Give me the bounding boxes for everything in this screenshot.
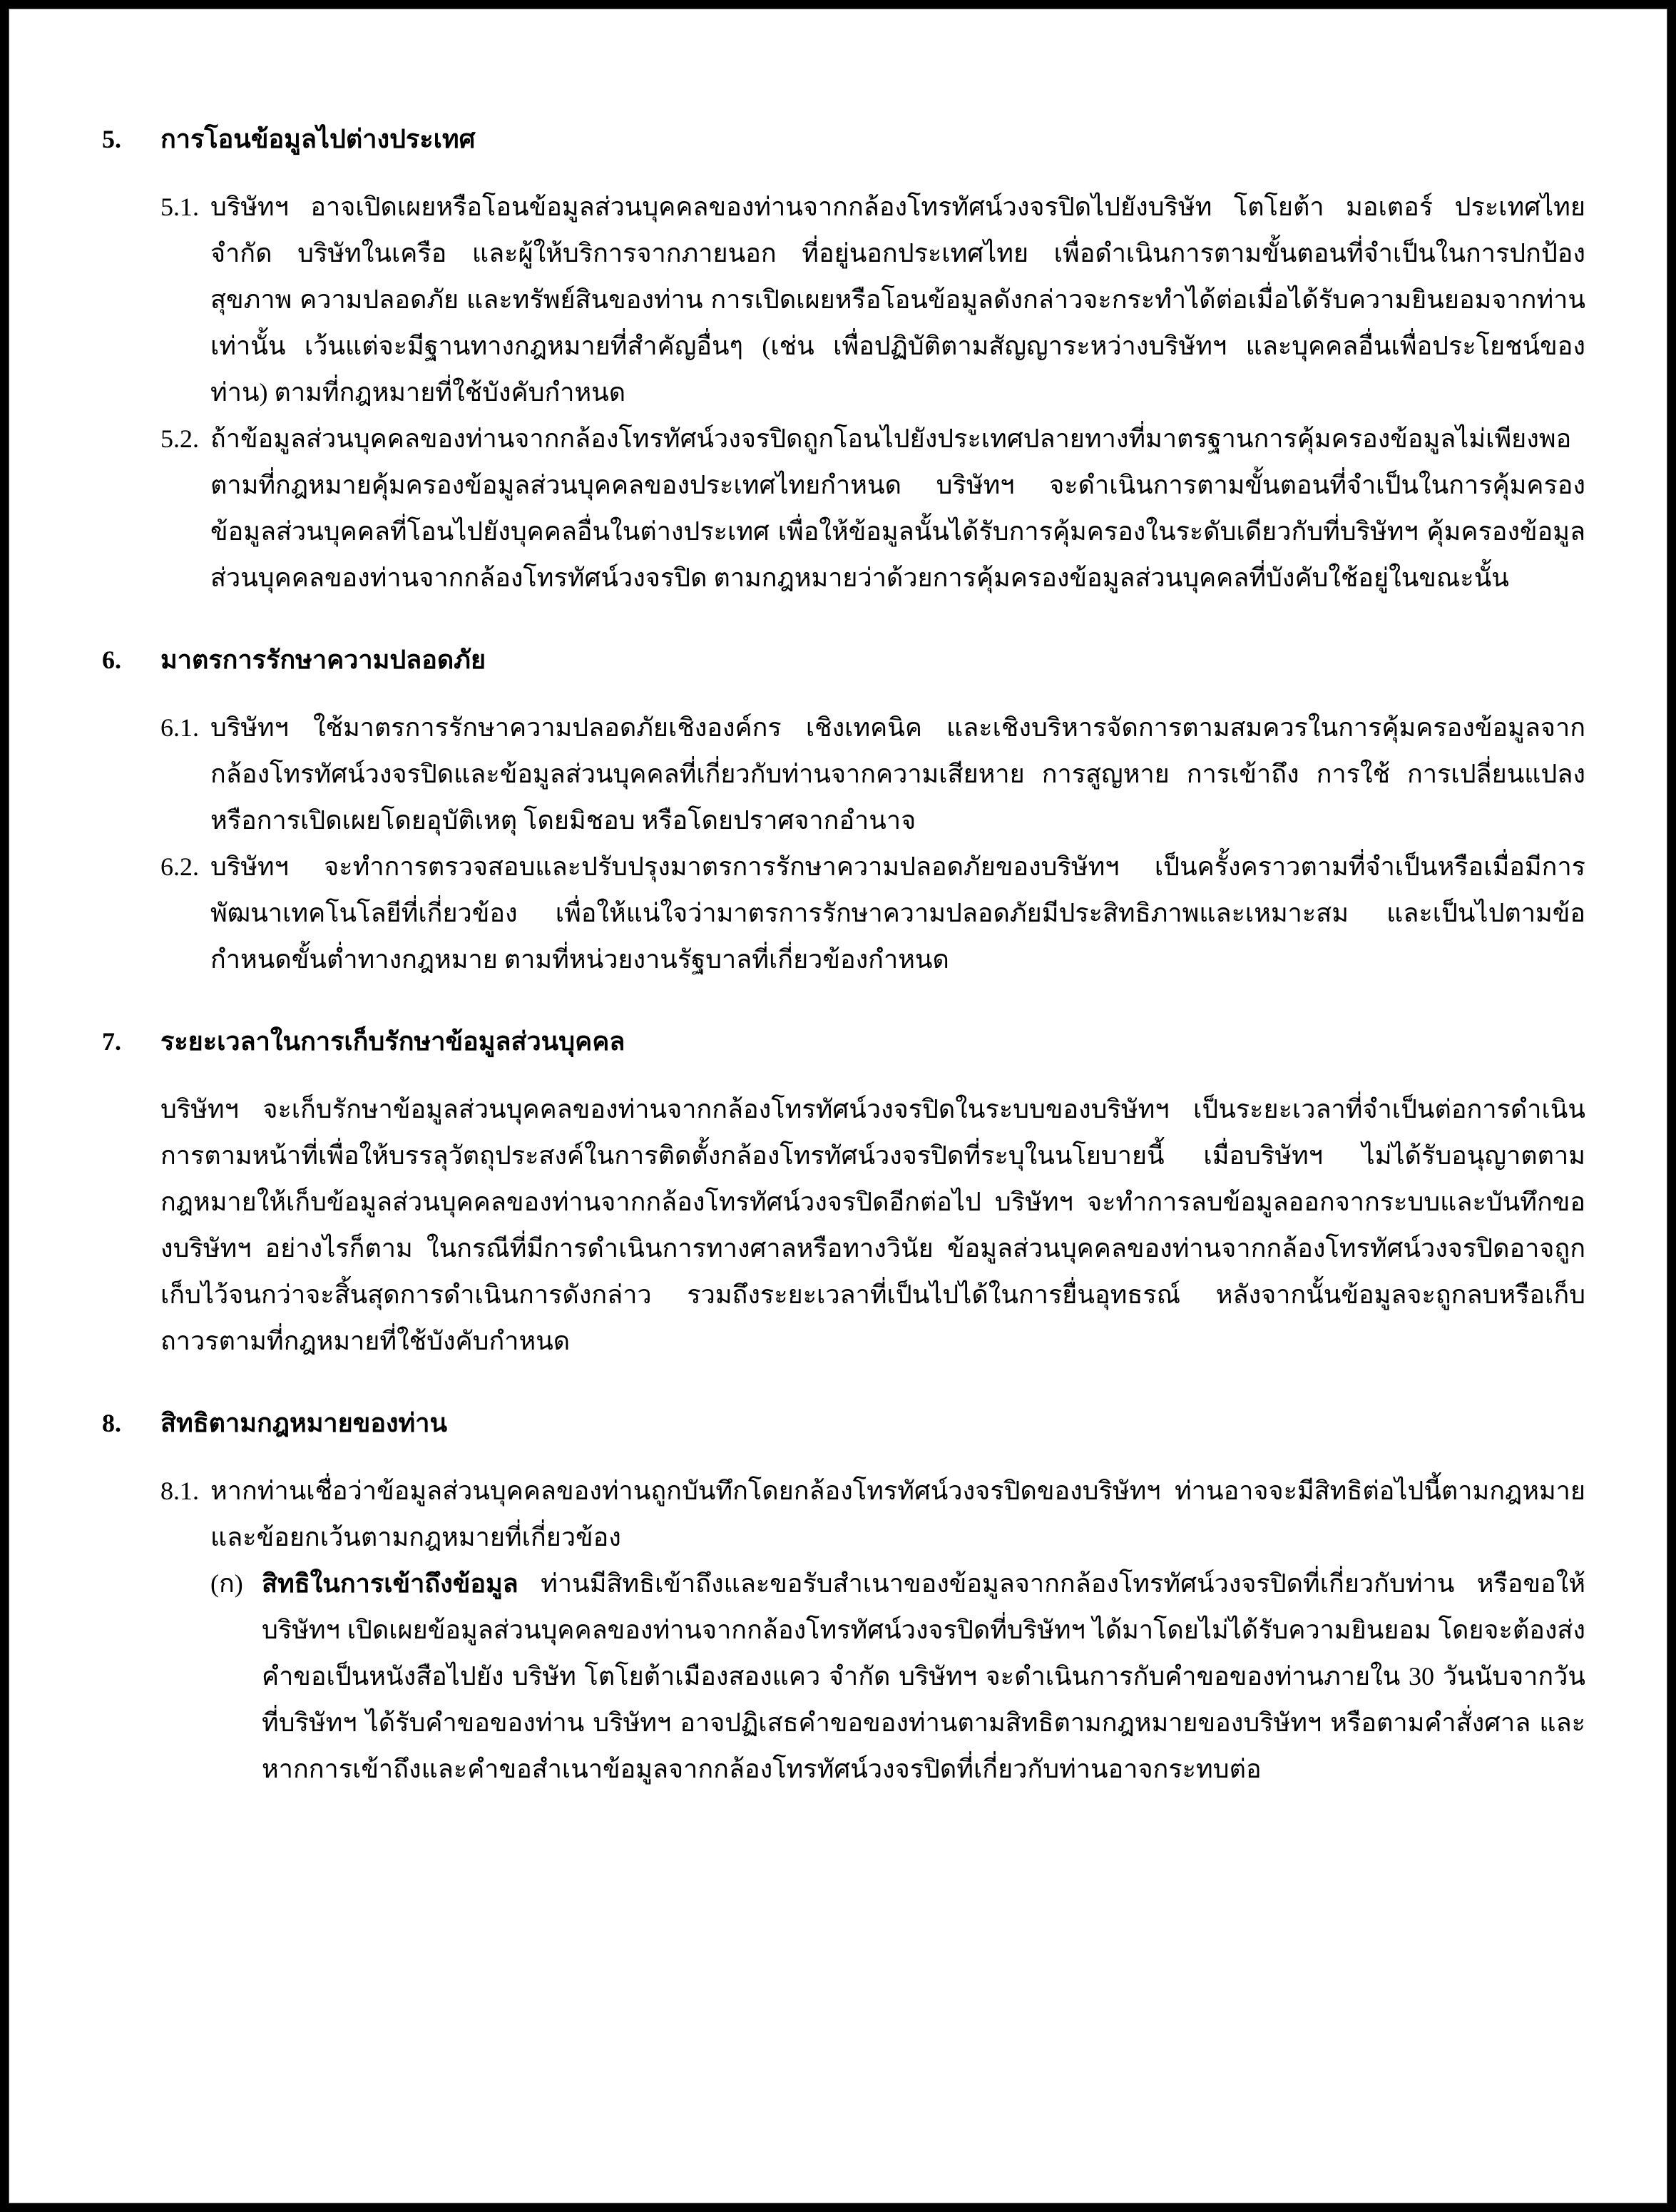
section-number: 5. [102,125,121,153]
section-5 [102,116,1585,601]
section-heading [102,1400,1585,1447]
list-item-text: ท่านมีสิทธิเข้าถึงและขอรับสำเนาของข้อมูลจากกล้องโทรทัศน์วงจรปิดที่เกี่ยวกับท่าน หรือขอให้บริษัทฯ เปิดเผยข้อมูลส่วนบุคคลของท่านจากกล้องโทรทัศน์วงจรปิดที่บริษัทฯ ได้มาโดยไม่ได้รับความยินยอม โดยจะต้องส่งคำขอเป็นหนังสือไปยัง บริษัท โตโยต้าเมืองสองแคว จำกัด บริษัทฯ จะดำเนินการกับคำขอของท่านภายใน 30 วันนับจากวันที่บริษัทฯ ได้รับคำขอของท่าน บริษัทฯ อาจปฏิเสธคำขอของท่านตามสิทธิตามกฎหมายของบริษัทฯ หรือตามคำสั่งศาล และหากการเข้าถึงและคำขอสำเนาข้อมูลจากกล้องโทรทัศน์วงจรปิดที่เกี่ยวกับท่านอาจกระทบต่อ [262,1569,1585,1783]
subsection-text: ถ้าข้อมูลส่วนบุคคลของท่านจากกล้องโทรทัศน์วงจรปิดถูกโอนไปยังประเทศปลายทางที่มาตรฐานการคุ้มครองข้อมูลไม่เพียงพอตามที่กฎหมายคุ้มครองข้อมูลส่วนบุคคลของประเทศไทยกำหนด บริษัทฯ จะดำเนินการตามขั้นตอนที่จำเป็นในการคุ้มครองข้อมูลส่วนบุคคลที่โอนไปยังบุคคลอื่นในต่างประเทศ เพื่อให้ข้อมูลนั้นได้รับการคุ้มครองในระดับเดียวกับที่บริษัทฯ คุ้มครองข้อมูลส่วนบุคคลของท่านจากกล้องโทรทัศน์วงจรปิด ตามกฎหมายว่าด้วยการคุ้มครองข้อมูลส่วนบุคคลที่บังคับใช้อยู่ในขณะนั้น [210,424,1585,592]
list-item-title: สิทธิในการเข้าถึงข้อมูล [262,1569,518,1598]
section-title: สิทธิตามกฎหมายของท่าน [160,1409,448,1437]
subsection-text: หากท่านเชื่อว่าข้อมูลส่วนบุคคลของท่านถูกบันทึกโดยกล้องโทรทัศน์วงจรปิดของบริษัทฯ ท่านอาจจะมีสิทธิต่อไปนี้ตามกฎหมายและข้อยกเว้นตามกฎหมายที่เกี่ยวข้อง [210,1477,1585,1551]
list-item-body [262,1561,1585,1793]
subsection-6-1 [160,705,1585,844]
subsection-number: 5.1. [160,193,199,221]
subsection-6-2 [160,844,1585,983]
section-heading [102,116,1585,163]
subsection-text: บริษัทฯ จะทำการตรวจสอบและปรับปรุงมาตรการรักษาความปลอดภัยของบริษัทฯ เป็นครั้งคราวตามที่จำเป็นหรือเมื่อมีการพัฒนาเทคโนโลยีที่เกี่ยวข้อง เพื่อให้แน่ใจว่ามาตรการรักษาความปลอดภัยมีประสิทธิภาพและเหมาะสม และเป็นไปตามข้อกำหนดขั้นต่ำทางกฎหมาย ตามที่หน่วยงานรัฐบาลที่เกี่ยวข้องกำหนด [210,852,1585,974]
subsection-text: บริษัทฯ ใช้มาตรการรักษาความปลอดภัยเชิงองค์กร เชิงเทคนิค และเชิงบริหารจัดการตามสมควรในการคุ้มครองข้อมูลจากกล้องโทรทัศน์วงจรปิดและข้อมูลส่วนบุคคลที่เกี่ยวกับท่านจากความเสียหาย การสูญหาย การเข้าถึง การใช้ การเปลี่ยนแปลง หรือการเปิดเผยโดยอุบัติเหตุ โดยมิชอบ หรือโดยปราศจากอำนาจ [210,713,1585,835]
section-6 [102,637,1585,983]
subsection-8-1 [160,1468,1585,1561]
section-title: มาตรการรักษาความปลอดภัย [160,646,486,674]
subsection-text: บริษัทฯ อาจเปิดเผยหรือโอนข้อมูลส่วนบุคคลของท่านจากกล้องโทรทัศน์วงจรปิดไปยังบริษัท โตโยต้า มอเตอร์ ประเทศไทย จำกัด บริษัทในเครือ และผู้ให้บริการจากภายนอก ที่อยู่นอกประเทศไทย เพื่อดำเนินการตามขั้นตอนที่จำเป็นในการปกป้องสุขภาพ ความปลอดภัย และทรัพย์สินของท่าน การเปิดเผยหรือโอนข้อมูลดังกล่าวจะกระทำได้ต่อเมื่อได้รับความยินยอมจากท่านเท่านั้น เว้นแต่จะมีฐานทางกฎหมายที่สำคัญอื่นๆ (เช่น เพื่อปฏิบัติตามสัญญาระหว่างบริษัทฯ และบุคคลอื่นเพื่อประโยชน์ของท่าน) ตามที่กฎหมายที่ใช้บังคับกำหนด [210,193,1585,407]
list-item-marker: (ก) [210,1569,243,1598]
subsection-5-2 [160,416,1585,601]
section-8 [102,1400,1585,1793]
section-paragraph: บริษัทฯ จะเก็บรักษาข้อมูลส่วนบุคคลของท่านจากกล้องโทรทัศน์วงจรปิดในระบบของบริษัทฯ เป็นระยะเวลาที่จำเป็นต่อการดำเนินการตามหน้าที่เพื่อให้บรรลุวัตถุประสงค์ในการติดตั้งกล้องโทรทัศน์วงจรปิดที่ระบุในนโยบายนี้ เมื่อบริษัทฯ ไม่ได้รับอนุญาตตามกฎหมายให้เก็บข้อมูลส่วนบุคคลของท่านจากกล้องโทรทัศน์วงจรปิดอีกต่อไป บริษัทฯ จะทำการลบข้อมูลออกจากระบบและบันทึกของบริษัทฯ อย่างไรก็ตาม ในกรณีที่มีการดำเนินการทางศาลหรือทางวินัย ข้อมูลส่วนบุคคลของท่านจากกล้องโทรทัศน์วงจรปิดอาจถูกเก็บไว้จนกว่าจะสิ้นสุดการดำเนินการดังกล่าว รวมถึงระยะเวลาที่เป็นไปได้ในการยื่นอุทธรณ์ หลังจากนั้นข้อมูลจะถูกลบหรือเก็บถาวรตามที่กฎหมายที่ใช้บังคับกำหนด [160,1095,1585,1355]
section-7 [102,1019,1585,1365]
subsection-number: 6.2. [160,852,199,881]
document-page [9,9,1667,2203]
subsection-number: 6.1. [160,713,199,742]
subsection-5-1 [160,184,1585,416]
section-title: ระยะเวลาในการเก็บรักษาข้อมูลส่วนบุคคล [160,1027,625,1056]
section-number: 7. [102,1027,121,1056]
document-content [102,116,1585,1828]
subsection-number: 5.2. [160,424,199,453]
section-number: 8. [102,1409,121,1437]
section-heading [102,637,1585,683]
section-title: การโอนข้อมูลไปต่างประเทศ [160,125,476,153]
list-item-right-of-access [210,1561,1585,1793]
subsection-number: 8.1. [160,1477,199,1505]
section-heading [102,1019,1585,1065]
section-number: 6. [102,646,121,674]
